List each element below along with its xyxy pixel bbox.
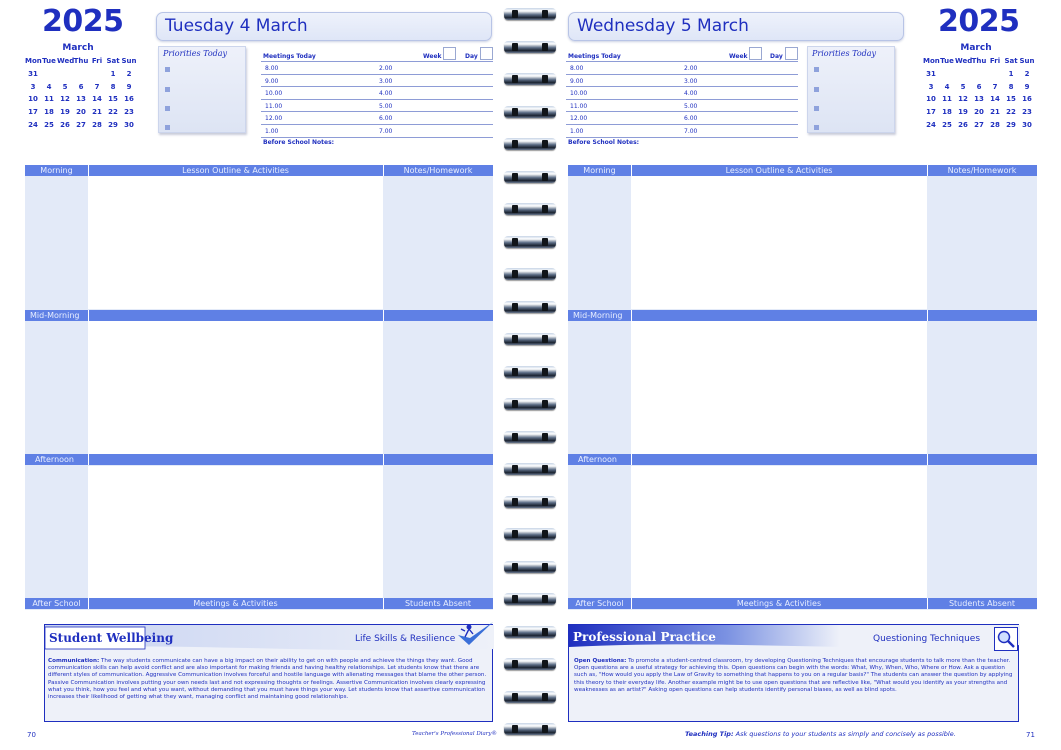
time-slot: 2.00: [684, 65, 698, 72]
meeting-line[interactable]: [566, 137, 798, 138]
calendar-day[interactable]: 15: [1006, 95, 1016, 104]
calendar-day[interactable]: 11: [942, 95, 952, 104]
priorities-title: Priorities Today: [812, 49, 877, 58]
binding-ring: [504, 723, 556, 735]
wellbeing-info-box: [44, 624, 493, 722]
meeting-line[interactable]: [261, 99, 493, 100]
weekday-header: Sat: [1004, 57, 1018, 65]
calendar-day[interactable]: 28: [990, 120, 1000, 129]
afternoon-bar: [568, 454, 1037, 465]
after-school-label: After School: [32, 599, 81, 608]
bar-divider: [88, 454, 89, 465]
calendar-day[interactable]: 16: [1022, 95, 1032, 104]
time-slot: 12.00: [265, 115, 283, 123]
calendar-day[interactable]: 1: [1008, 69, 1014, 78]
time-slot: 3.00: [684, 77, 698, 85]
bar-divider: [631, 454, 632, 465]
meetings-activities-label: Meetings & Activities: [736, 599, 822, 608]
binding-ring: [504, 496, 556, 508]
bar-divider: [383, 454, 384, 465]
lesson-area-afternoon[interactable]: [88, 466, 383, 599]
time-slot: 10.00: [570, 90, 588, 98]
time-slot: 1.00: [570, 128, 584, 135]
binding-ring: [504, 366, 556, 378]
day-label: Day: [770, 53, 783, 60]
lesson-area-mid-morning[interactable]: [631, 321, 927, 454]
calendar-day[interactable]: 4: [944, 82, 950, 91]
calendar-day: [939, 68, 955, 81]
time-slot: 5.00: [684, 102, 698, 110]
morning-bar: [25, 165, 493, 176]
notes-label: Notes/Homework: [947, 166, 1017, 175]
calendar-day[interactable]: 18: [44, 108, 54, 117]
meeting-line[interactable]: [566, 124, 798, 125]
weekday-header: Wed: [955, 57, 973, 65]
meetings-rule: [566, 61, 798, 62]
calendar-day: [73, 68, 89, 81]
calendar-day[interactable]: 3: [928, 82, 934, 91]
before-school-label: Before School Notes:: [568, 139, 640, 146]
priority-checkbox[interactable]: [165, 106, 170, 111]
binding-ring: [504, 8, 556, 20]
calendar-month: March: [62, 43, 94, 53]
lesson-label: Lesson Outline & Activities: [182, 166, 289, 175]
binding-ring: [504, 333, 556, 345]
calendar-day[interactable]: 5: [960, 82, 966, 91]
weekday-header: Wed: [57, 57, 75, 65]
calendar-day[interactable]: 22: [108, 108, 118, 117]
before-school-label: Before School Notes:: [263, 139, 335, 146]
priority-checkbox[interactable]: [165, 125, 170, 130]
meeting-line[interactable]: [566, 99, 798, 100]
after-school-bar: [568, 598, 1037, 609]
students-absent-label: Students Absent: [404, 599, 472, 608]
priority-checkbox[interactable]: [165, 87, 170, 92]
priority-checkbox[interactable]: [814, 67, 819, 72]
week-label: Week: [729, 53, 748, 60]
mid-morning-label: Mid-Morning: [30, 311, 80, 320]
lesson-area-mid-morning[interactable]: [88, 321, 383, 454]
meeting-line[interactable]: [566, 74, 798, 75]
calendar-day[interactable]: 14: [990, 95, 1000, 104]
calendar-day[interactable]: 14: [92, 95, 102, 104]
weekday-header: Sun: [1019, 57, 1035, 65]
binding-ring: [504, 106, 556, 118]
time-slot: 3.00: [379, 77, 393, 85]
bar-divider: [383, 310, 384, 321]
spiral-binding: [500, 0, 562, 750]
time-slot: 7.00: [684, 128, 698, 135]
day-checkbox[interactable]: [785, 47, 798, 60]
calendar-day[interactable]: 10: [28, 95, 38, 104]
binding-ring: [504, 626, 556, 638]
calendar-day: [971, 68, 987, 81]
bar-divider: [927, 310, 928, 321]
time-slot: 9.00: [265, 77, 279, 85]
calendar-day[interactable]: 31: [28, 69, 38, 78]
binding-ring: [504, 171, 556, 183]
meeting-line[interactable]: [261, 86, 493, 87]
meeting-line[interactable]: [566, 86, 798, 87]
calendar-day[interactable]: 24: [926, 120, 936, 129]
priorities-note: [807, 46, 895, 133]
calendar-day[interactable]: 9: [126, 82, 132, 91]
calendar-day[interactable]: 13: [76, 95, 86, 104]
calendar-day[interactable]: 13: [974, 95, 984, 104]
priority-checkbox[interactable]: [814, 106, 819, 111]
calendar-day[interactable]: 6: [976, 82, 982, 91]
calendar-day[interactable]: 15: [108, 95, 118, 104]
mid-morning-bar: [568, 310, 1037, 321]
tip-text: Ask questions to your students as simply and concisely as possible.: [735, 730, 956, 738]
binding-ring: [504, 236, 556, 248]
left-page: [0, 0, 530, 750]
calendar-day[interactable]: 6: [78, 82, 84, 91]
time-slot: 8.00: [265, 65, 279, 72]
calendar-day[interactable]: 29: [108, 120, 118, 129]
calendar-day[interactable]: 7: [992, 82, 998, 91]
calendar-day[interactable]: 2: [1024, 69, 1030, 78]
mini-calendar: [923, 55, 1035, 132]
calendar-day[interactable]: 1: [110, 69, 116, 78]
calendar-month: March: [960, 43, 992, 53]
calendar-day[interactable]: 21: [990, 108, 1000, 117]
lesson-label: Lesson Outline & Activities: [725, 166, 833, 175]
calendar-day[interactable]: 5: [62, 82, 68, 91]
info-subheading: Life Skills & Resilience: [355, 634, 456, 644]
time-slot: 9.00: [570, 77, 584, 85]
mini-calendar: [25, 55, 137, 132]
time-slot: 2.00: [379, 65, 393, 72]
meeting-line[interactable]: [261, 111, 493, 112]
tick-icon: [455, 619, 495, 651]
calendar-day[interactable]: 25: [44, 120, 54, 129]
afternoon-label: Afternoon: [35, 455, 74, 464]
weekday-header: Thu: [73, 57, 89, 65]
calendar-day[interactable]: 18: [942, 108, 952, 117]
calendar-day[interactable]: 10: [926, 95, 936, 104]
calendar-day[interactable]: 30: [1022, 120, 1032, 129]
time-slot: 5.00: [379, 102, 393, 110]
meetings-title: Meetings Today: [263, 53, 316, 60]
calendar-day: [57, 68, 73, 81]
calendar-day: [41, 68, 57, 81]
time-slot: 10.00: [265, 90, 283, 98]
meeting-line[interactable]: [261, 74, 493, 75]
calendar-day[interactable]: 23: [124, 108, 134, 117]
priority-checkbox[interactable]: [814, 125, 819, 130]
mid-morning-label: Mid-Morning: [573, 311, 623, 320]
weekday-header: Mon: [923, 57, 940, 65]
bar-divider: [631, 310, 632, 321]
binding-ring: [504, 301, 556, 313]
time-slot: 6.00: [379, 115, 393, 123]
bar-divider: [927, 454, 928, 465]
year-heading: 2025: [42, 4, 124, 39]
bar-divider: [88, 310, 89, 321]
meetings-rule: [261, 61, 493, 62]
binding-ring: [504, 41, 556, 53]
priorities-title: Priorities Today: [163, 49, 228, 58]
calendar-day[interactable]: 19: [958, 108, 968, 117]
weekday-header: Thu: [971, 57, 987, 65]
after-school-label: After School: [575, 599, 624, 608]
calendar-day[interactable]: 9: [1024, 82, 1030, 91]
date-banner: Tuesday 4 March: [156, 12, 492, 41]
week-checkbox[interactable]: [443, 47, 456, 60]
calendar-day[interactable]: 12: [958, 95, 968, 104]
weekday-header: Tue: [42, 57, 56, 65]
calendar-day[interactable]: 23: [1022, 108, 1032, 117]
binding-ring: [504, 658, 556, 670]
mid-morning-bar: [25, 310, 493, 321]
binding-ring: [504, 593, 556, 605]
calendar-day[interactable]: 4: [46, 82, 52, 91]
meeting-line[interactable]: [261, 124, 493, 125]
calendar-day[interactable]: 12: [60, 95, 70, 104]
calendar-day: [987, 68, 1003, 81]
practice-info-box: [568, 624, 1019, 722]
time-slot: 1.00: [265, 128, 279, 135]
info-text: To promote a student-centred classroom, try developing Questioning Techniques that encourage students to talk more than the teacher. Open questions are a useful strategy for achieving this. Open questions can begin with the words: What, Why, When, Who, Where or How. Ask a question such as, "How would you apply the Law of Gravity to something that happens to you on a regular basis?" The students can answer the question by applying this theory to their everyday life. Another example might be to use open questions that are reflective like, "What would you identify as your strengths and weaknesses as an artist?" Asking open questions can help students identify personal biases, as well as blind spots.: [574, 658, 1013, 693]
calendar-day[interactable]: 25: [942, 120, 952, 129]
binding-ring: [504, 463, 556, 475]
lesson-area-afternoon[interactable]: [631, 466, 927, 599]
info-heading: Student Wellbeing: [49, 631, 174, 645]
info-lead: Communication:: [48, 658, 100, 664]
calendar-day[interactable]: 26: [60, 120, 70, 129]
morning-label: Morning: [583, 166, 616, 175]
time-slot: 4.00: [684, 90, 698, 98]
right-page: [531, 0, 1061, 750]
weekday-header: Sat: [106, 57, 120, 65]
calendar-day[interactable]: 27: [76, 120, 86, 129]
info-body: [48, 658, 488, 701]
magnifier-icon: [994, 627, 1018, 651]
calendar-day[interactable]: 31: [926, 69, 936, 78]
binding-ring: [504, 398, 556, 410]
binding-ring: [504, 138, 556, 150]
time-slot: 4.00: [379, 90, 393, 98]
binding-ring: [504, 528, 556, 540]
binding-ring: [504, 73, 556, 85]
binding-ring: [504, 691, 556, 703]
weekday-header: Fri: [989, 57, 1001, 65]
afternoon-bar: [25, 454, 493, 465]
calendar-day[interactable]: 21: [92, 108, 102, 117]
calendar-day[interactable]: 28: [92, 120, 102, 129]
priority-checkbox[interactable]: [814, 87, 819, 92]
weekday-header: Mon: [25, 57, 42, 65]
calendar-day[interactable]: 3: [30, 82, 36, 91]
day-checkbox[interactable]: [480, 47, 493, 60]
meetings-activities-label: Meetings & Activities: [193, 599, 278, 608]
calendar-day[interactable]: 20: [974, 108, 984, 117]
tip-label: Teaching Tip:: [685, 730, 734, 738]
binding-ring: [504, 268, 556, 280]
calendar-day[interactable]: 22: [1006, 108, 1016, 117]
morning-label: Morning: [40, 166, 73, 175]
weekday-header: Tue: [940, 57, 954, 65]
teaching-tip: [685, 730, 956, 738]
page-number: 71: [1026, 731, 1035, 739]
time-slot: 11.00: [570, 102, 588, 110]
calendar-day[interactable]: 11: [44, 95, 54, 104]
meetings-title: Meetings Today: [568, 53, 621, 60]
after-school-bar: [25, 598, 493, 609]
meeting-line[interactable]: [261, 137, 493, 138]
notes-label: Notes/Homework: [403, 166, 473, 175]
priorities-note: [158, 46, 246, 133]
calendar-day[interactable]: 27: [974, 120, 984, 129]
calendar-day[interactable]: 16: [124, 95, 134, 104]
time-slot: 12.00: [570, 115, 588, 123]
calendar-day[interactable]: 24: [28, 120, 38, 129]
time-slot: 6.00: [684, 115, 698, 123]
calendar-day: [89, 68, 105, 81]
students-absent-label: Students Absent: [948, 599, 1016, 608]
morning-bar: [568, 165, 1037, 176]
lesson-area-morning[interactable]: [631, 176, 927, 309]
calendar-day[interactable]: 29: [1006, 120, 1016, 129]
calendar-day[interactable]: 19: [60, 108, 70, 117]
calendar-day[interactable]: 8: [110, 82, 116, 91]
calendar-day[interactable]: 17: [28, 108, 38, 117]
info-body: [574, 658, 1014, 694]
calendar-day[interactable]: 26: [958, 120, 968, 129]
year-heading: 2025: [938, 4, 1020, 39]
calendar-day[interactable]: 8: [1008, 82, 1014, 91]
priority-checkbox[interactable]: [165, 67, 170, 72]
info-lead: Open Questions:: [574, 658, 627, 664]
time-slot: 7.00: [379, 128, 393, 135]
binding-ring: [504, 431, 556, 443]
info-text: The way students communicate can have a big impact on their ability to get on with people and achieve the things they want. Good communication skills can help avoid conflict and are also important for making friends and having healthy relationships. Let students know that there are different styles of communication. Aggressive Communication involves forceful and hostile language with alienating messages that blame the other person. Passive Communication involves putting your own needs last and not expressing thoughts or feelings. Assertive Communication involves clearly expressing what you think, how you feel and what you want, without demanding that you must have things your way. Let students know that assertive communication increases their likelihood of getting what they want, managing conflict and maintaining good relationships.: [48, 658, 487, 701]
time-slot: 8.00: [570, 65, 584, 72]
day-label: Day: [465, 53, 478, 60]
week-label: Week: [423, 53, 442, 60]
date-banner: Wednesday 5 March: [568, 12, 904, 41]
calendar-day[interactable]: 17: [926, 108, 936, 117]
weekday-header: Fri: [91, 57, 103, 65]
info-heading: Professional Practice: [573, 630, 716, 644]
info-subheading: Questioning Techniques: [873, 634, 981, 644]
calendar-day: [955, 68, 971, 81]
calendar-day[interactable]: 30: [124, 120, 134, 129]
page-number: 70: [27, 731, 36, 739]
week-checkbox[interactable]: [749, 47, 762, 60]
weekday-header: Sun: [121, 57, 137, 65]
binding-ring: [504, 561, 556, 573]
time-slot: 11.00: [265, 102, 283, 110]
binding-ring: [504, 203, 556, 215]
calendar-day[interactable]: 7: [94, 82, 100, 91]
meeting-line[interactable]: [566, 111, 798, 112]
calendar-day[interactable]: 20: [76, 108, 86, 117]
footer-brand: Teacher's Professional Diary®: [412, 731, 498, 737]
calendar-day[interactable]: 2: [126, 69, 132, 78]
afternoon-label: Afternoon: [578, 455, 617, 464]
lesson-area-morning[interactable]: [88, 176, 383, 309]
